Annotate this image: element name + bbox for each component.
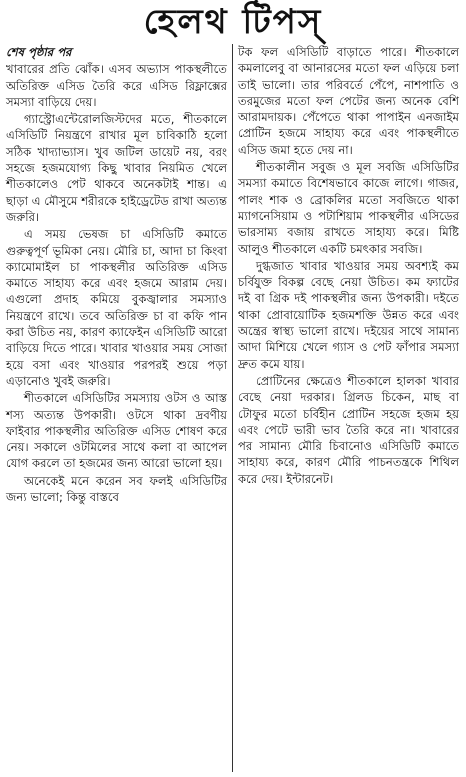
right-paragraph: টক ফল এসিডিটি বাড়াতে পারে। শীতকালে কমলালেবু বা আনারসের মতো ফল এড়িয়ে চলা তাই ভালো। তার পরিবর্তে পেঁপে, নাশপাতি ও তরমুজের মতো ফল পেটের জন্য অনেক বেশি আরামদায়ক। পেঁপেতে থাকা পাপাইন এনজাইম প্রোটিন হজমে সাহায্য করে এবং পাকস্থলীতে এসিড জমা হতে দেয় না। bbox=[238, 45, 459, 157]
article-title: হেলথ টিপস্ bbox=[143, 2, 323, 42]
left-paragraph: শীতকালে এসিডিটির সমস্যায় ওটস ও আস্ত শস্য অত্যন্ত উপকারী। ওটসে থাকা দ্রবণীয় ফাইবার পাকস্থলীর অতিরিক্ত এসিড শোষণ করে নেয়। সকালে ওটমিলের সাথে কলা বা আপেল যোগ করলে তা হজমের জন্য আরো ভালো হয়। bbox=[6, 391, 227, 471]
right-paragraph: প্রোটিনের ক্ষেত্রেও শীতকালে হালকা খাবার বেছে নেয়া দরকার। গ্রিলড চিকেন, মাছ বা টোফুর মতো চর্বিহীন প্রোটিন সহজে হজম হয় এবং পেটে ভারী ভাব তৈরি করে না। খাবারের পর সামান্য মৌরি চিবানোও এসিডিটি কমাতে সাহায্য করে, কারণ মৌরি পাচনতন্ত্রকে শিথিল করে দেয়। ইন্টারনেট। bbox=[238, 373, 459, 486]
left-column bbox=[6, 44, 227, 506]
left-paragraph: এ সময় ভেষজ চা এসিডিটি কমাতে গুরুত্বপূর্ণ ভূমিকা নেয়। মৌরি চা, আদা চা কিংবা ক্যামোমাইল চা পাকস্থলীর অতিরিক্ত এসিড কমাতে সাহায্য করে এবং হজমে আরাম দেয়। এগুলো প্রদাহ কমিয়ে বুকজ্বালার সমস্যাও নিয়ন্ত্রণে রাখে। তবে অতিরিক্ত চা বা কফি পান করা উচিত নয়, কারণ ক্যাফেইন এসিডিটি আরো বাড়িয়ে দিতে পারে। খাবার খাওয়ার সময় সোজা হয়ে বসা এবং খাওয়ার পরপরই শুয়ে পড়া এড়ানোও খুবই জরুরি। bbox=[6, 227, 227, 388]
left-paragraph: খাবারের প্রতি ঝোঁক। এসব অভ্যাস পাকস্থলীতে অতিরিক্ত এসিড তৈরি করে এসিড রিফ্লাক্সের সমস্যা বাড়িয়ে দেয়। bbox=[6, 62, 227, 109]
left-paragraph: গ্যাস্ট্রোএন্টেরোলজিস্টদের মতে, শীতকালে এসিডিটি নিয়ন্ত্রণে রাখার মূল চাবিকাঠি হলো সঠিক খাদ্যাভ্যাস। খুব জটিল ডায়েট নয়, বরং সহজে হজমযোগ্য কিছু খাবার নিয়মিত খেলে শীতকালেও পেট থাকবে অনেকটাই শান্ত। এ ছাড়া এ মৌসুমে শরীরকে হাইড্রেটেড রাখা অত্যন্ত জরুরি। bbox=[6, 112, 227, 224]
right-paragraph: শীতকালীন সবুজ ও মূল সবজি এসিডিটির সমস্যা কমাতে বিশেষভাবে কাজে লাগে। গাজর, পালং শাক ও ব্রোকলির মতো সবজিতে থাকা ম্যাগনেসিয়াম ও পটাশিয়াম পাকস্থলীর এসিডের ভারসাম্য বজায় রাখতে সাহায্য করে। মিষ্টি আলুও শীতকালে একটি চমৎকার সবজি। bbox=[238, 160, 459, 256]
right-column bbox=[238, 44, 459, 488]
right-paragraph: দুগ্ধজাত খাবার খাওয়ার সময় অবশ্যই কম চর্বিযুক্ত বিকল্প বেছে নেয়া উচিত। কম ফ্যাটের দই বা গ্রিক দই পাকস্থলীর জন্য উপকারী। দইতে থাকা প্রোবায়োটিক হজমশক্তি উন্নত করে এবং অন্ত্রের স্বাস্থ্য ভালো রাখে। দইয়ের সাথে সামান্য আদা মিশিয়ে খেলে গ্যাস ও পেট ফাঁপার সমস্যা দ্রুত কমে যায়। bbox=[238, 258, 459, 371]
column-divider bbox=[232, 44, 233, 772]
continued-from-label: শেষ পৃষ্ঠার পর bbox=[6, 45, 72, 59]
left-paragraph: অনেকেই মনে করেন সব ফলই এসিডিটির জন্য ভালো; কিন্তু বাস্তবে bbox=[6, 473, 227, 505]
